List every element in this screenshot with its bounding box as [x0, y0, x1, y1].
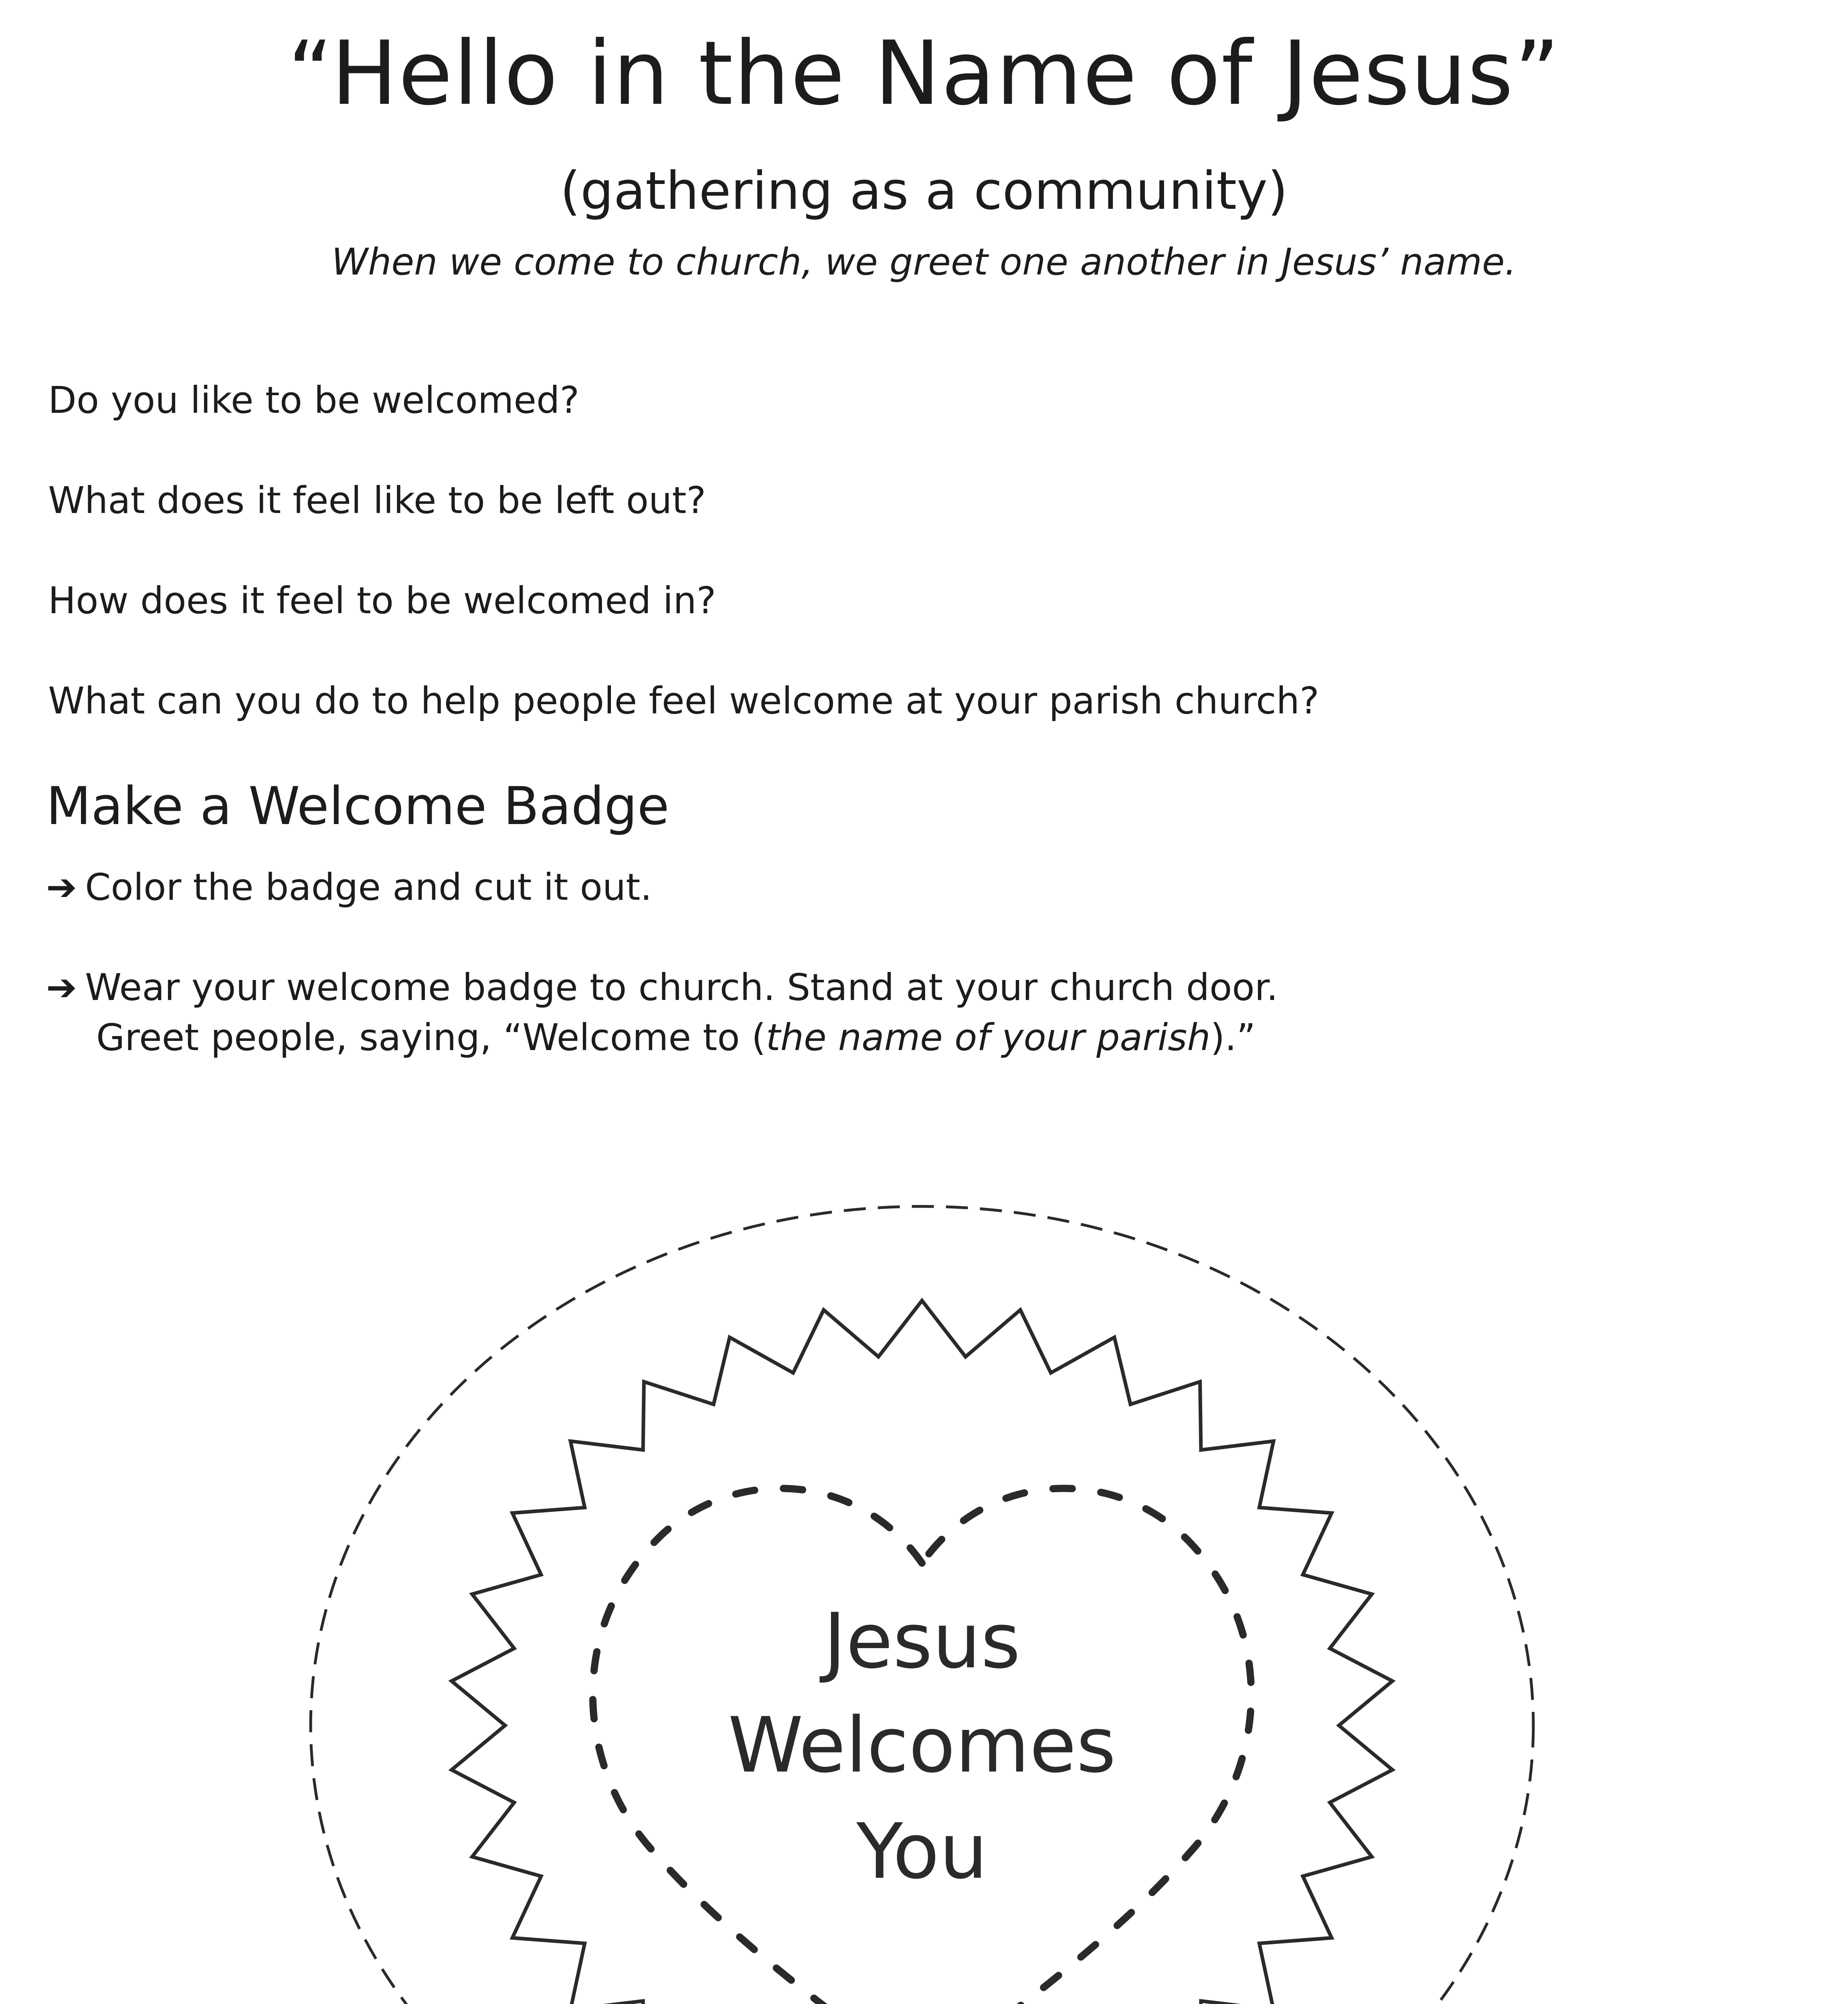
instruction-step-color	[46, 866, 652, 909]
activity-heading: Make a Welcome Badge	[46, 776, 669, 836]
question-help-welcome: What can you do to help people feel welcome at your parish church?	[48, 679, 1319, 722]
instruction-text: Greet people, saying, “Welcome to (	[96, 1016, 766, 1059]
arrow-right-icon: ➔	[46, 866, 77, 909]
badge-text-line3: You	[856, 1807, 988, 1896]
intro-text: When we come to church, we greet one another in Jesus’ name.	[332, 240, 1516, 283]
instruction-text: ).”	[1210, 1016, 1256, 1059]
instruction-step-greet	[96, 1016, 1256, 1059]
arrow-right-icon: ➔	[46, 966, 77, 1009]
badge-text-line1: Jesus	[823, 1597, 1021, 1685]
instruction-text: Color the badge and cut it out.	[85, 866, 652, 909]
instruction-step-wear	[46, 966, 1278, 1009]
instruction-parish-placeholder: the name of your parish	[766, 1016, 1211, 1059]
instruction-text: Wear your welcome badge to church. Stand at your church door.	[85, 966, 1278, 1009]
question-welcomed-in: How does it feel to be welcomed in?	[48, 579, 716, 622]
question-welcomed: Do you like to be welcomed?	[48, 379, 580, 422]
welcome-badge	[301, 1194, 1543, 2004]
question-left-out: What does it feel like to be left out?	[48, 479, 706, 522]
badge-text-line2: Welcomes	[728, 1701, 1116, 1790]
page-subtitle: (gathering as a community)	[560, 160, 1288, 221]
page-title: “Hello in the Name of Jesus”	[287, 22, 1561, 125]
